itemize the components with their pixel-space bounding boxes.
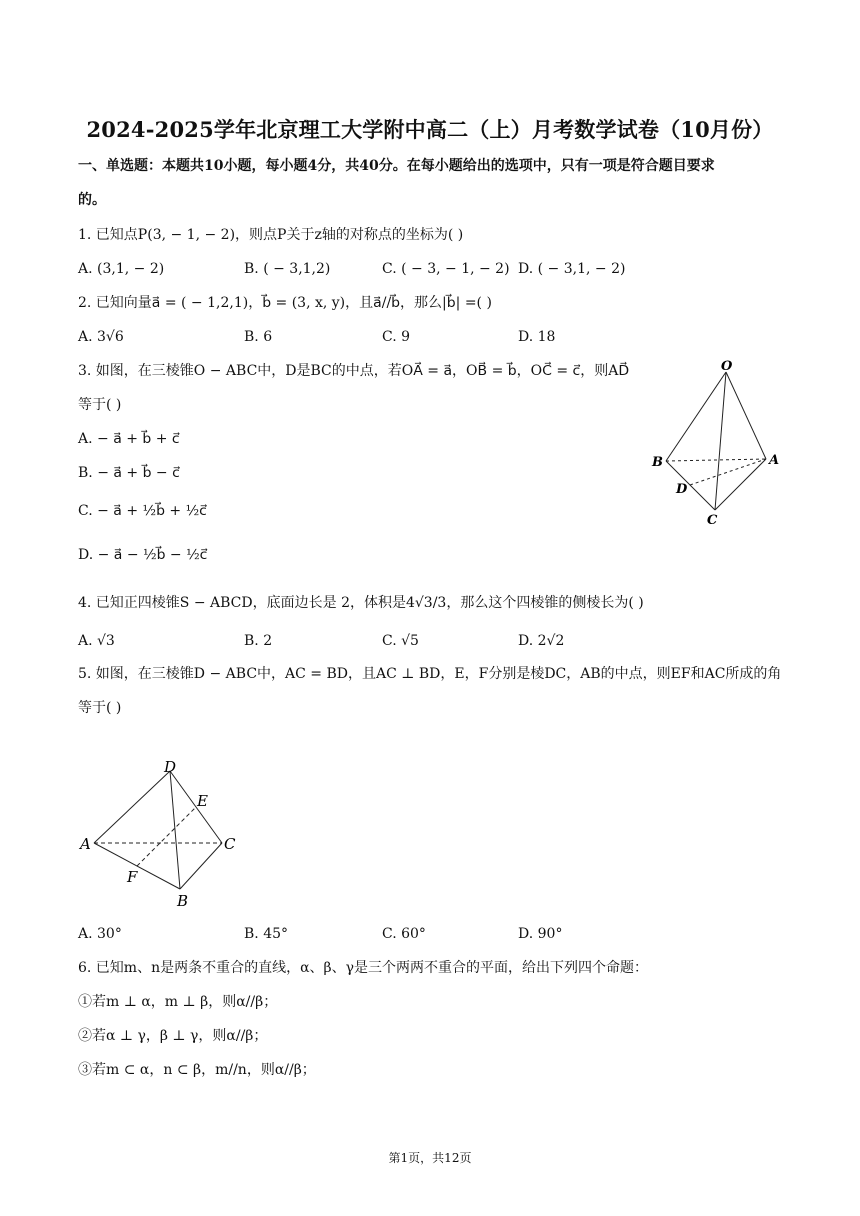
q3-option-c: C. − a⃗ + ½b⃗ + ½c⃗ bbox=[78, 503, 207, 519]
label-d: D bbox=[676, 482, 688, 497]
q5-option-b: B. 45° bbox=[244, 926, 289, 942]
q3-stem-cont: 等于( ) bbox=[78, 397, 122, 413]
q4-option-c: C. √5 bbox=[382, 633, 419, 649]
q2-option-a: A. 3√6 bbox=[78, 329, 124, 345]
q2-option-c: C. 9 bbox=[382, 329, 411, 345]
q5-stem: 5. 如图，在三棱锥D − ABC中，AC = BD，且AC ⊥ BD，E，F分别是棱DC，AB的中点，则EF和AC所成的角 bbox=[78, 666, 782, 682]
q5-option-a: A. 30° bbox=[78, 926, 122, 942]
section-heading: 一、单选题：本题共10小题，每小题4分，共40分。在每小题给出的选项中，只有一项是符合题目要求 bbox=[78, 158, 715, 174]
q5-stem-cont: 等于( ) bbox=[78, 700, 122, 716]
label-b: B bbox=[652, 455, 663, 470]
q6-stem: 6. 已知m、n是两条不重合的直线，α、β、γ是三个两两不重合的平面，给出下列四个命题： bbox=[78, 960, 649, 976]
q4-option-d: D. 2√2 bbox=[518, 633, 565, 649]
q4-option-a: A. √3 bbox=[78, 633, 115, 649]
page-title: 2024-2025学年北京理工大学附中高二（上）月考数学试卷（10月份） bbox=[86, 117, 774, 142]
q1-option-a: A. (3,1, − 2) bbox=[78, 261, 165, 277]
q2-option-b: B. 6 bbox=[244, 329, 273, 345]
q5-option-d: D. 90° bbox=[518, 926, 563, 942]
page-footer: 第1页，共12页 bbox=[388, 1151, 472, 1165]
label-e: E bbox=[197, 792, 208, 810]
label-c: C bbox=[707, 513, 718, 528]
q3-option-b: B. − a⃗ + b⃗ − c⃗ bbox=[78, 465, 180, 481]
q5-option-c: C. 60° bbox=[382, 926, 426, 942]
q1-option-c: C. ( − 3, − 1, − 2) bbox=[382, 261, 510, 277]
label-b: B bbox=[177, 892, 189, 910]
label-d: D bbox=[164, 758, 177, 776]
q6-item-3: ③若m ⊂ α，n ⊂ β，m//n，则α//β； bbox=[78, 1062, 316, 1078]
q2-stem: 2. 已知向量a⃗ = ( − 1,2,1)，b⃗ = (3, x, y)，且a⃗//b⃗，那么|b⃗| =( ) bbox=[78, 295, 492, 311]
q3-pyramid-figure bbox=[640, 358, 790, 530]
label-f: F bbox=[127, 868, 138, 886]
q5-pyramid-figure bbox=[78, 755, 258, 913]
q2-option-d: D. 18 bbox=[518, 329, 556, 345]
q4-stem: 4. 已知正四棱锥S − ABCD，底面边长是 2，体积是4√3/3，那么这个四棱锥的侧棱长为( ) bbox=[78, 595, 644, 611]
q1-stem: 1. 已知点P(3, − 1, − 2)，则点P关于z轴的对称点的坐标为( ) bbox=[78, 227, 464, 243]
q3-option-d: D. − a⃗ − ½b⃗ − ½c⃗ bbox=[78, 547, 208, 563]
q6-item-2: ②若α ⊥ γ，β ⊥ γ，则α//β； bbox=[78, 1028, 268, 1044]
section-heading-cont: 的。 bbox=[78, 192, 106, 208]
label-a: A bbox=[769, 453, 780, 468]
q1-option-d: D. ( − 3,1, − 2) bbox=[518, 261, 626, 277]
label-o: O bbox=[721, 359, 733, 374]
q1-option-b: B. ( − 3,1,2) bbox=[244, 261, 331, 277]
q6-item-1: ①若m ⊥ α，m ⊥ β，则α//β； bbox=[78, 994, 278, 1010]
label-c: C bbox=[224, 835, 236, 853]
label-a: A bbox=[80, 835, 91, 853]
q3-stem: 3. 如图，在三棱锥O − ABC中，D是BC的中点，若OA⃗ = a⃗，OB⃗ = b⃗，OC⃗ = c⃗，则AD⃗ bbox=[78, 363, 630, 379]
q4-option-b: B. 2 bbox=[244, 633, 273, 649]
q3-option-a: A. − a⃗ + b⃗ + c⃗ bbox=[78, 431, 180, 447]
